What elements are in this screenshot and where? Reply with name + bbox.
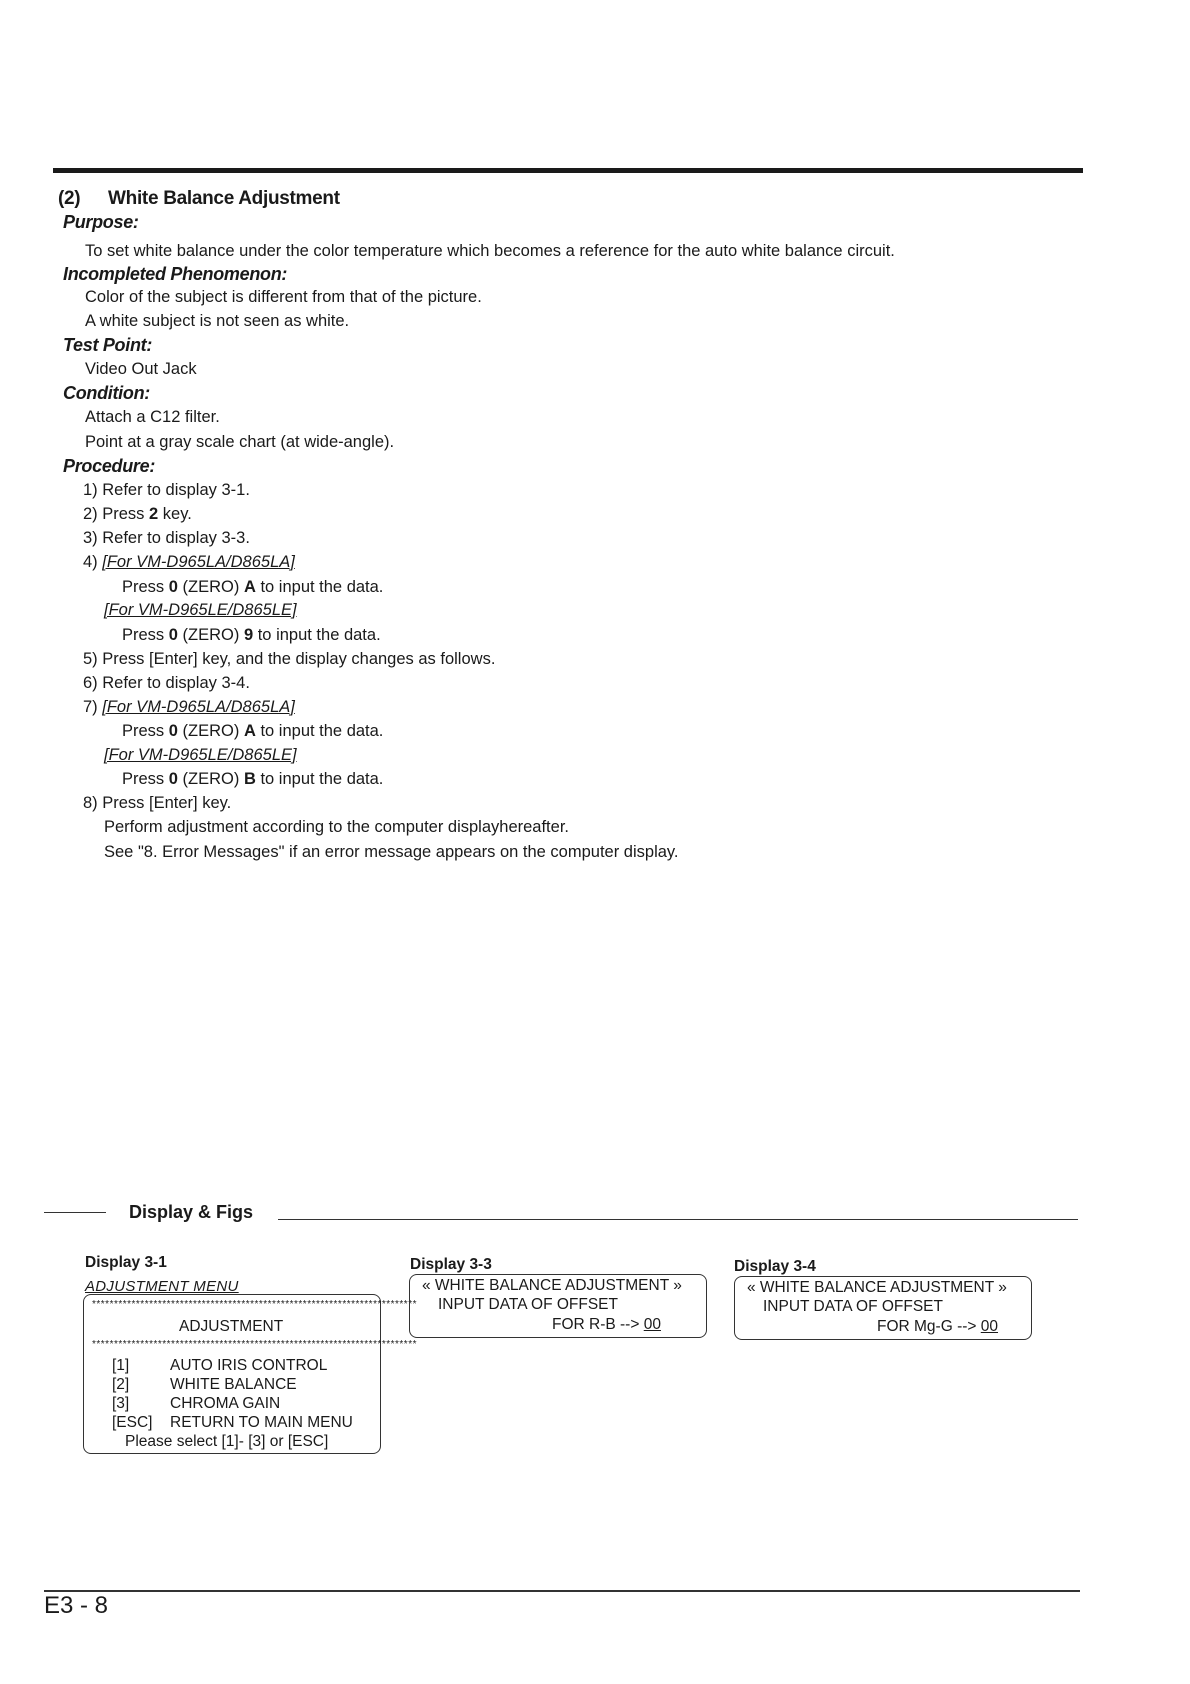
wb-adjustment-title: « WHITE BALANCE ADJUSTMENT » (747, 1279, 1007, 1296)
model-label-la: [For VM-D965LA/D865LA] (102, 698, 295, 716)
figs-rule-right (278, 1219, 1078, 1220)
page-number: E3 - 8 (44, 1592, 109, 1619)
incompleted-heading: Incompleted Phenomenon: (63, 264, 288, 284)
incompleted-text-1: Color of the subject is different from that of the picture. (85, 288, 482, 306)
input-offset-label: INPUT DATA OF OFFSET (438, 1296, 618, 1313)
display-3-3-box (409, 1274, 707, 1338)
input-offset-label: INPUT DATA OF OFFSET (763, 1298, 943, 1315)
display-3-3-label: Display 3-3 (410, 1256, 492, 1273)
incompleted-text-2: A white subject is not seen as white. (85, 312, 350, 330)
menu-key-2: [2] (112, 1376, 130, 1393)
procedure-step-8: 8) Press [Enter] key. (83, 794, 232, 812)
display-3-1-label: Display 3-1 (85, 1254, 167, 1271)
procedure-step-1: 1) Refer to display 3-1. (83, 481, 250, 499)
adjustment-menu-title: ADJUSTMENT MENU (85, 1278, 239, 1295)
procedure-step-5: 5) Press [Enter] key, and the display changes as follows. (83, 650, 496, 668)
display-3-4-box (734, 1276, 1032, 1340)
procedure-step-3: 3) Refer to display 3-3. (83, 529, 250, 547)
procedure-heading: Procedure: (63, 456, 156, 476)
menu-item-white-balance: WHITE BALANCE (170, 1376, 297, 1393)
offset-mgg-line: FOR Mg-G --> 00 (877, 1318, 999, 1335)
stars-divider: ************************************************************************** (92, 1299, 417, 1310)
figs-title: Display & Figs (129, 1202, 254, 1222)
adjustment-header: ADJUSTMENT (179, 1318, 284, 1335)
procedure-step-7e: Press 0 (ZERO) B to input the data. (122, 770, 384, 788)
offset-rb-value: 00 (643, 1316, 661, 1333)
offset-mgg-value: 00 (980, 1318, 999, 1335)
section-title-text: White Balance Adjustment (108, 188, 340, 209)
display-3-1-box (83, 1294, 417, 1454)
procedure-step-7: 7) [For VM-D965LA/D865LA] (83, 698, 295, 716)
purpose-heading: Purpose: (63, 212, 139, 232)
procedure-step-8-line-2: Perform adjustment according to the computer displayhereafter. (104, 818, 569, 836)
menu-item-auto-iris: AUTO IRIS CONTROL (170, 1357, 328, 1374)
display-3-4-label: Display 3-4 (734, 1258, 816, 1275)
model-label-le: [For VM-D965LE/D865LE] (104, 601, 297, 619)
model-label-le: [For VM-D965LE/D865LE] (104, 746, 297, 764)
procedure-step-8-line-3: See "8. Error Messages" if an error message appears on the computer display. (104, 843, 679, 861)
menu-prompt: Please select [1]- [3] or [ESC] (125, 1433, 329, 1450)
top-rule (53, 168, 1083, 173)
section-title (58, 188, 340, 210)
menu-key-esc: [ESC] (112, 1414, 153, 1431)
condition-heading: Condition: (63, 383, 150, 403)
offset-rb-line: FOR R-B --> 00 (552, 1316, 661, 1333)
menu-key-1: [1] (112, 1357, 130, 1374)
menu-key-3: [3] (112, 1395, 130, 1412)
test-point-heading: Test Point: (63, 335, 153, 355)
figs-rule-left (44, 1212, 106, 1213)
procedure-step-6: 6) Refer to display 3-4. (83, 674, 250, 692)
section-number: (2) (58, 188, 81, 209)
test-point-text: Video Out Jack (85, 360, 197, 378)
menu-item-chroma-gain: CHROMA GAIN (170, 1395, 281, 1412)
procedure-step-2: 2) Press 2 key. (83, 505, 192, 523)
procedure-step-4e: Press 0 (ZERO) 9 to input the data. (122, 626, 381, 644)
procedure-step-4a: Press 0 (ZERO) A to input the data. (122, 578, 384, 596)
menu-item-return-main: RETURN TO MAIN MENU (170, 1414, 353, 1431)
procedure-step-7a: Press 0 (ZERO) A to input the data. (122, 722, 384, 740)
condition-text-1: Attach a C12 filter. (85, 408, 220, 426)
purpose-text: To set white balance under the color temperature which becomes a reference for the auto white balance circuit. (85, 242, 895, 260)
stars-divider: ************************************************************************** (92, 1339, 417, 1350)
procedure-step-4: 4) [For VM-D965LA/D865LA] (83, 553, 295, 571)
bottom-rule (44, 1590, 1080, 1592)
model-label-la: [For VM-D965LA/D865LA] (102, 553, 295, 571)
condition-text-2: Point at a gray scale chart (at wide-angle). (85, 433, 395, 451)
wb-adjustment-title: « WHITE BALANCE ADJUSTMENT » (422, 1277, 682, 1294)
